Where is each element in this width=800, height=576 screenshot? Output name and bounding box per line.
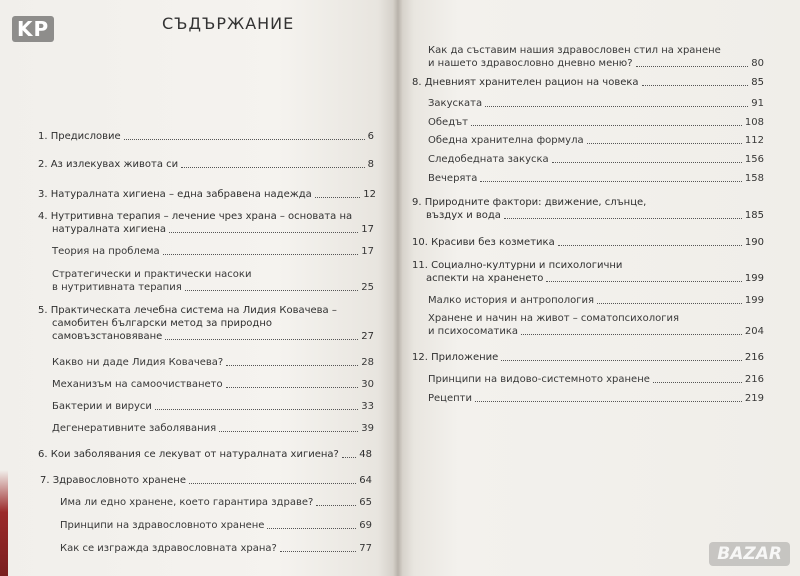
entry-title: Вечерята bbox=[428, 173, 478, 184]
entry-title: Стратегически и практически насоки bbox=[52, 269, 252, 280]
toc-entry-5 bbox=[38, 304, 374, 343]
entry-page: 17 bbox=[361, 246, 374, 257]
toc-entry-7-2 bbox=[60, 519, 372, 532]
entry-title: Как се изгражда здравословната храна? bbox=[60, 543, 277, 554]
toc-entry-2 bbox=[38, 158, 374, 171]
toc-entry-7-4 bbox=[428, 44, 764, 70]
toc-entry-10 bbox=[412, 236, 764, 249]
toc-entry-12 bbox=[412, 351, 764, 364]
entry-title: Малко история и антропология bbox=[428, 295, 595, 306]
entry-page: 158 bbox=[744, 173, 764, 184]
toc-entry-4 bbox=[38, 210, 374, 236]
toc-entry-5-4 bbox=[52, 422, 374, 435]
toc-entry-8-5 bbox=[428, 172, 764, 185]
entry-page: 64 bbox=[359, 475, 372, 486]
toc-entry-12-1 bbox=[428, 373, 764, 386]
toc-entry-5-3 bbox=[52, 400, 374, 413]
toc-entry-9 bbox=[412, 196, 764, 222]
entry-page: 199 bbox=[744, 273, 764, 284]
entry-page: 112 bbox=[744, 135, 764, 146]
toc-entry-8-1 bbox=[428, 97, 764, 110]
toc-entry-11-2 bbox=[428, 312, 764, 338]
entry-title: 12. Приложение bbox=[412, 352, 499, 363]
entry-title: 4. Нутритивна терапия – лечение чрез храна – основата на bbox=[38, 211, 353, 222]
entry-page: 8 bbox=[367, 159, 374, 170]
red-cover-edge bbox=[0, 470, 8, 576]
toc-entry-5-1 bbox=[52, 356, 374, 369]
toc-entry-8 bbox=[412, 76, 764, 89]
entry-title: 7. Здравословното хранене bbox=[40, 475, 186, 486]
toc-entry-4-1 bbox=[52, 245, 374, 258]
bazar-watermark-logo: BAZAR bbox=[709, 542, 790, 566]
entry-title: 9. Природните фактори: движение, слънце, bbox=[412, 197, 647, 208]
toc-entry-3 bbox=[38, 188, 376, 201]
entry-page: 156 bbox=[744, 154, 764, 165]
entry-title-cont: натуралната хигиена bbox=[52, 224, 167, 235]
entry-title-cont: в нутритивната терапия bbox=[52, 282, 182, 293]
toc-entry-7 bbox=[40, 474, 372, 487]
entry-title: Дегенеративните заболявания bbox=[52, 423, 217, 434]
entry-page: 65 bbox=[359, 497, 372, 508]
entry-page: 39 bbox=[361, 423, 374, 434]
entry-title: 8. Дневният хранителен рацион на човека bbox=[412, 77, 639, 88]
entry-page: 25 bbox=[361, 282, 374, 293]
entry-page: 185 bbox=[744, 210, 764, 221]
entry-title: Принципи на здравословното хранене bbox=[60, 520, 265, 531]
entry-title: Обедна хранителна формула bbox=[428, 135, 584, 146]
entry-title: Теория на проблема bbox=[52, 246, 160, 257]
toc-title: СЪДЪРЖАНИЕ bbox=[162, 14, 295, 33]
entry-page: 27 bbox=[361, 331, 374, 342]
entry-page: 17 bbox=[361, 224, 374, 235]
entry-page: 28 bbox=[361, 357, 374, 368]
entry-page: 12 bbox=[363, 189, 376, 200]
entry-page: 80 bbox=[751, 58, 764, 69]
toc-entry-7-3 bbox=[60, 542, 372, 555]
entry-title-cont: аспекти на храненето bbox=[426, 273, 544, 284]
entry-page: 77 bbox=[359, 543, 372, 554]
entry-title: Следобедната закуска bbox=[428, 154, 549, 165]
entry-title: Обедът bbox=[428, 117, 468, 128]
toc-entry-5-2 bbox=[52, 378, 374, 391]
entry-title: Механизъм на самоочистването bbox=[52, 379, 223, 390]
toc-entry-11 bbox=[412, 259, 764, 285]
toc-entry-11-1 bbox=[428, 294, 764, 307]
entry-page: 6 bbox=[367, 131, 374, 142]
entry-title: Бактерии и вируси bbox=[52, 401, 152, 412]
entry-title: 3. Натуралната хигиена – една забравена надежда bbox=[38, 189, 312, 200]
entry-page: 91 bbox=[751, 98, 764, 109]
entry-title-cont: и нашето здравословно дневно меню? bbox=[428, 58, 633, 69]
kp-watermark-logo: KP bbox=[12, 16, 54, 42]
entry-title: 6. Кои заболявания се лекуват от натуралната хигиена? bbox=[38, 449, 339, 460]
entry-title: Закуската bbox=[428, 98, 483, 109]
entry-title: 1. Предисловие bbox=[38, 131, 121, 142]
entry-title: 5. Практическата лечебна система на Лидия Ковачева – bbox=[38, 305, 337, 316]
entry-page: 69 bbox=[359, 520, 372, 531]
entry-page: 204 bbox=[744, 326, 764, 337]
toc-entry-8-2 bbox=[428, 116, 764, 129]
entry-title: Рецепти bbox=[428, 393, 473, 404]
entry-page: 199 bbox=[744, 295, 764, 306]
entry-title-cont2: самовъзстановяване bbox=[52, 331, 163, 342]
entry-title: Принципи на видово-системното хранене bbox=[428, 374, 650, 385]
entry-page: 216 bbox=[744, 374, 764, 385]
entry-page: 219 bbox=[744, 393, 764, 404]
entry-title-cont: и психосоматика bbox=[428, 326, 519, 337]
toc-entry-8-3 bbox=[428, 134, 764, 147]
toc-entry-8-4 bbox=[428, 153, 764, 166]
book-spine bbox=[393, 0, 403, 576]
entry-title: Има ли едно хранене, което гарантира здраве? bbox=[60, 497, 314, 508]
entry-title: 2. Аз излекувах живота си bbox=[38, 159, 179, 170]
entry-page: 108 bbox=[744, 117, 764, 128]
entry-page: 48 bbox=[359, 449, 372, 460]
toc-entry-4-2 bbox=[52, 268, 374, 294]
entry-page: 216 bbox=[744, 352, 764, 363]
entry-page: 190 bbox=[744, 237, 764, 248]
entry-title: Какво ни даде Лидия Ковачева? bbox=[52, 357, 224, 368]
toc-entry-12-2 bbox=[428, 392, 764, 405]
entry-title: Как да съставим нашия здравословен стил на хранене bbox=[428, 45, 721, 56]
entry-title-cont: самобитен български метод за природно bbox=[52, 318, 272, 329]
entry-title: 10. Красиви без козметика bbox=[412, 237, 555, 248]
toc-entry-6 bbox=[38, 448, 372, 461]
entry-title: Хранене и начин на живот – соматопсихология bbox=[428, 313, 679, 324]
toc-entry-1 bbox=[38, 130, 374, 143]
entry-page: 30 bbox=[361, 379, 374, 390]
entry-title: 11. Социално-културни и психологични bbox=[412, 260, 623, 271]
entry-page: 33 bbox=[361, 401, 374, 412]
entry-page: 85 bbox=[751, 77, 764, 88]
entry-title-cont: въздух и вода bbox=[426, 210, 501, 221]
toc-entry-7-1 bbox=[60, 496, 372, 509]
